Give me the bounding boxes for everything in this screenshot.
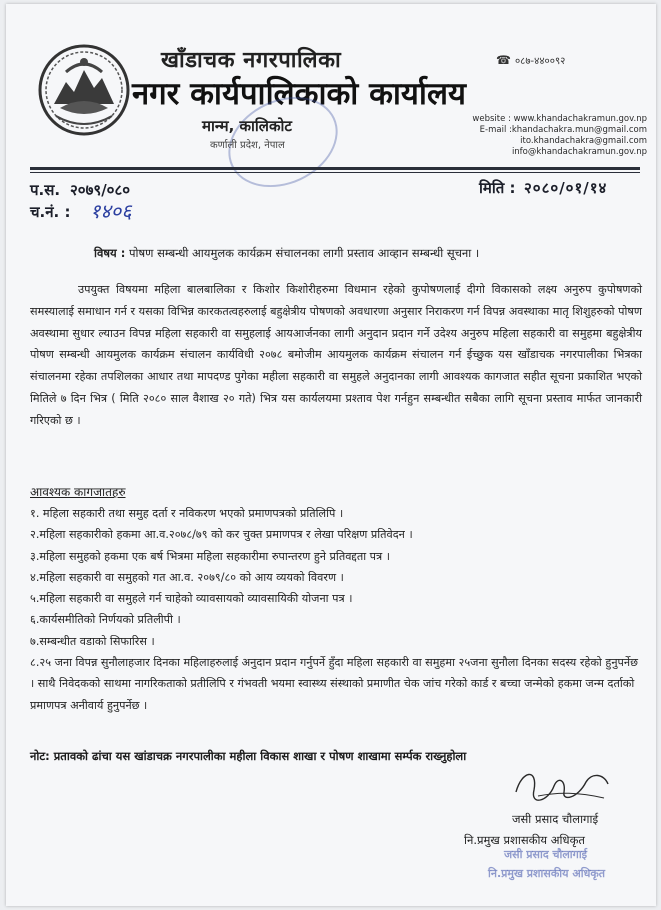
signatory-title: नि.प्रमुख प्रशासकीय अधिकृत — [464, 833, 585, 847]
office-title: नगर कार्यपालिकाको कार्यालय — [132, 76, 466, 112]
dispatch-number: १४०६ — [90, 199, 132, 223]
list-item: ५.महिला सहकारी वा समुहले गर्न चाहेको व्यावसायको व्यावसायिकी योजना पत्र । — [30, 592, 353, 606]
body-paragraph: उपयुक्त विषयमा महिला बालबालिका र किशोर किशोरीहरुमा विधमान रहेको कुपोषणलाई दीगो विकासको लक्ष्य अनुरुप कुपोषणको समस्यालाई समाधान गर्न र यसका विभिन्न कारकतत्वहरुलाई बहुक्षेत्रीय पोषणको अवधारणा अनुसार निराकरण गर्न विपन्न अवस्थाका मातृ शिशुहरुको पोषण अवस्थामा सुधार ल्याउन विपन्न महिला सहकारी वा समुहलाई आयआर्जनका लागी अनुदान प्रदान गर्ने उदेश्य अनुरुप महिला सहकारी वा समुहमा बहुक्षेत्रीय पोषण सम्बन्धी आयमुलक कार्यक्रम संचालन कार्यविधी २०७८ बमोजीम आयमुलक कार्यक्रम संचालन गर्न ईच्छुक यस खाँडाचक नगरपालीका भित्रका संचालनमा रहेका तपशिलका आधार तथा मापदण्ड पुगेका महीला सहकारी वा समुहले अनुदानका लागी आवश्यक कागजात सहीत सूचना प्रकाशित भएको मितिले ७ दिन भित्र ( मिति २०८० साल वैशाख २० गते) भित्र यस कार्यलयमा प्रश्ताव पेश गर्नहुन सम्बन्धीत सबैका लागि सूचना प्रस्ताव मार्फत जानकारी गरिएको छ । — [30, 283, 642, 427]
subject-label: विषय : — [94, 246, 126, 260]
letter-date: २०८०/०१/१४ — [524, 179, 608, 197]
municipality-name: खाँडाचक नगरपालिका — [161, 48, 342, 73]
subject-line — [94, 246, 634, 261]
list-item: ३.महिला समुहको हकमा एक बर्ष भित्रमा महिला सहकारीमा रुपान्तरण हुने प्रतिवद्दता पत्र । — [30, 549, 390, 563]
date-label: मिति : — [479, 179, 516, 197]
header-divider-thin — [30, 172, 640, 173]
email-line-3: info@khandachakramun.gov.np — [511, 147, 647, 157]
nepal-emblem-icon — [36, 42, 132, 138]
email-line-2: ito.khandachakra@gmail.com — [520, 136, 647, 146]
email-line: E-mail :khandachakra.mun@gmail.com — [479, 125, 647, 135]
reference-number: २०७९/०८० — [70, 181, 131, 199]
header-divider-thick — [30, 167, 640, 170]
list-item: १. महिला सहकारी तथा समुह दर्ता र नविकरण भएको प्रमाणपत्रको प्रतिलिपि । — [30, 507, 344, 520]
reference-label: प.स. — [30, 181, 61, 199]
list-item: ६.कार्यसमीतिको निर्णयको प्रतिलीपी । — [30, 613, 181, 627]
note-line: नोट: प्रतावको ढांचा यस खांडाचक्र नगरपालीका महीला विकास शाखा र पोषण शाखामा सर्म्पक राख्नुहोला — [30, 749, 467, 763]
contact-block — [447, 114, 647, 158]
documents-heading: आवश्यक कागजातहरु — [30, 485, 126, 499]
dispatch-label: च.नं. : — [30, 203, 71, 221]
list-item: २.महिला सहकारीको हकमा आ.व.२०७८/७९ को कर चुक्त प्रमाणपत्र र लेखा परिक्षण प्रतिवेदन । — [30, 528, 413, 542]
documents-list — [30, 503, 642, 716]
signature-icon — [508, 762, 618, 812]
signatory-stamp-title: नि.प्रमुख प्रशासकीय अधिकृत — [488, 867, 606, 880]
subject-text: पोषण सम्बन्धी आयमुलक कार्यक्रम संचालनका लागी प्रस्ताव आव्हान सम्बन्धी सूचना । — [128, 246, 480, 260]
list-item: ४.महिला सहकारी वा समुहको गत आ.व. २०७९/८० को आय व्ययको विवरण । — [30, 570, 344, 584]
phone-value: ०८७-४४००९२ — [514, 56, 566, 67]
signatory-stamp-name: जसी प्रसाद चौलागाई — [504, 848, 588, 861]
list-item: ७.सम्बन्धीत वडाको सिफारिस । — [30, 634, 155, 648]
office-province: कर्णाली प्रदेश, नेपाल — [210, 140, 285, 151]
office-location: मान्म, कालिकोट — [202, 117, 292, 135]
website-line: website : www.khandachakramun.gov.np — [472, 114, 647, 124]
signatory-name: जसी प्रसाद चौलागाई — [512, 812, 599, 826]
list-item: ८.२५ जना विपन्न सुनौलाहजार दिनका महिलाहरुलाई अनुदान प्रदान गर्नुपर्ने हुँदा महिला सहकारी वा समुहमा २५जना सुनौला दिनका सदस्य रहेको हुनुपर्नेछ । साथै निवेदकको साथमा नागरिकताको प्रतीलिपि र गंभवती भयमा स्वास्थ्य संस्थाको प्रमाणीत चेक जांच गरेको कार्ड र बच्चा जन्मेको हकमा जन्म दर्ताको प्रमाणपत्र अनीवार्य हुनुपर्नेछ । — [30, 656, 638, 712]
letter-sheet — [6, 4, 656, 906]
phone-number — [496, 53, 565, 67]
telephone-icon: ☎ — [496, 53, 511, 67]
